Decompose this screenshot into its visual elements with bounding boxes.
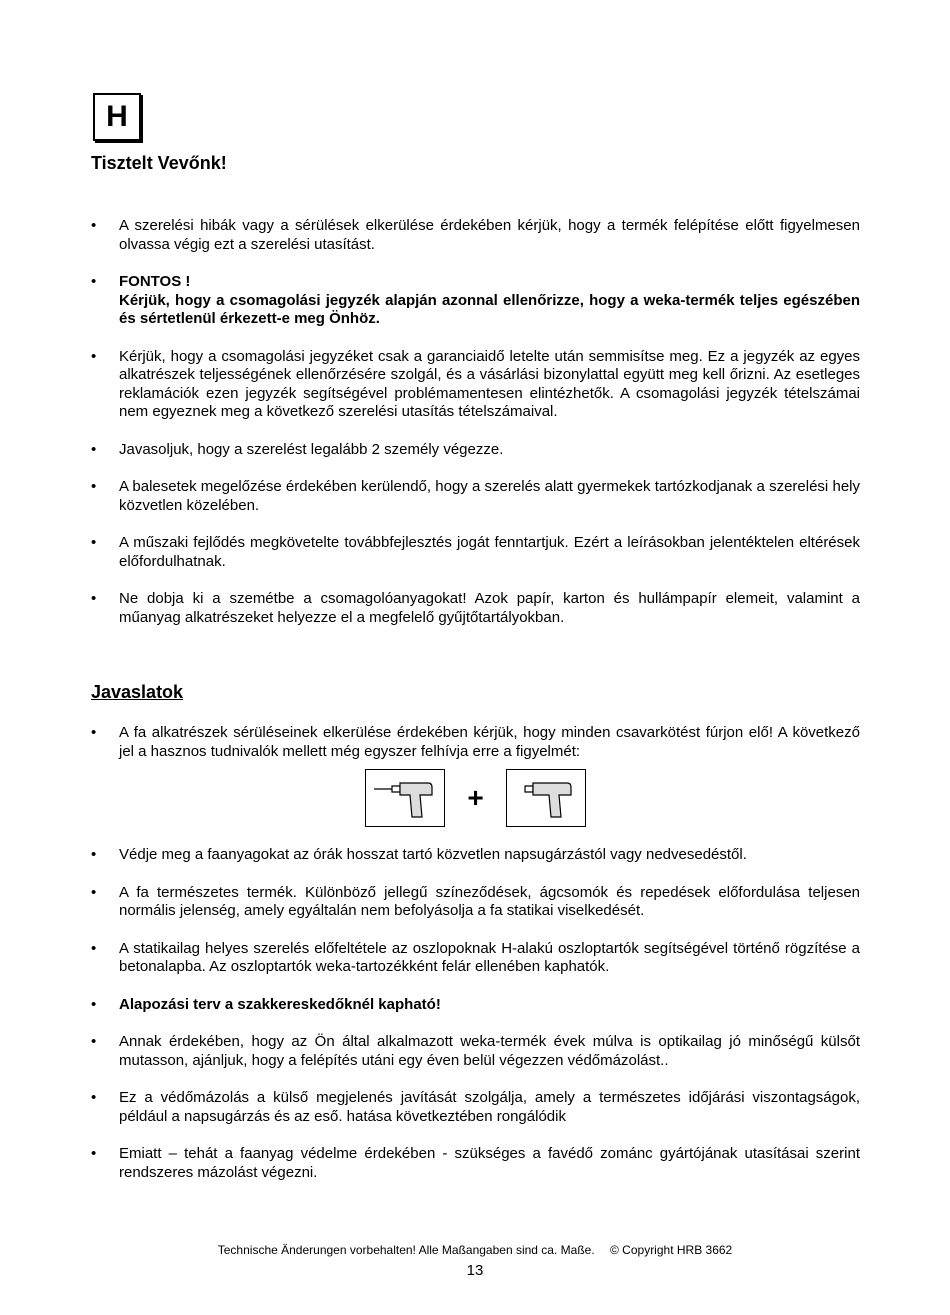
list-item-text: A műszaki fejlődés megkövetelte továbbfejlesztés jogát fenntartjuk. Ezért a leírásokban jelentéktelen eltérések előfordulhatnak. bbox=[119, 534, 860, 570]
plus-sign: + bbox=[467, 781, 484, 813]
page-number: 13 bbox=[466, 1262, 484, 1279]
footer bbox=[0, 1243, 950, 1257]
advice-list bbox=[91, 724, 860, 1201]
list-item-text: Ez a védőmázolás a külső megjelenés javítását szolgálja, amely a természetes időjárási viszontagságok, például a napsugárzás és az eső. hatása következtében rongálódik bbox=[119, 1089, 860, 1125]
list-item bbox=[91, 1089, 860, 1126]
list-item-text: Annak érdekében, hogy az Ön által alkalmazott weka-termék évek múlva is optikailag jó minőségű külsőt mutasson, ajánljuk, hogy a felépítés utáni egy éven belül végezzen védőmázolást.. bbox=[119, 1033, 860, 1069]
list-item bbox=[91, 534, 860, 571]
list-item-text: Ne dobja ki a szemétbe a csomagolóanyagokat! Azok papír, karton és hullámpapír elemeit, valamint a műanyag alkatrészeket helyezze el a megfelelő gyűjtőtartályokban. bbox=[119, 590, 860, 626]
advice-heading: Javaslatok bbox=[91, 682, 184, 702]
drill-box bbox=[506, 769, 586, 827]
list-item-text: A statikailag helyes szerelés előfeltétele az oszlopoknak H-alakú oszloptartók segítségével történő rögzítése a betonalapba. Az oszloptartók weka-tartozékként felár ellenében kaphatók. bbox=[119, 939, 860, 975]
list-item bbox=[91, 590, 860, 627]
list-item-important bbox=[91, 273, 860, 329]
list-item bbox=[91, 478, 860, 515]
language-badge: H bbox=[93, 93, 141, 141]
list-item bbox=[91, 724, 860, 827]
instructions-list bbox=[91, 217, 860, 646]
list-item-text: A balesetek megelőzése érdekében kerülendő, hogy a szerelés alatt gyermekek tartózkodjanak a szerelési hely közvetlen közelében. bbox=[119, 478, 860, 514]
greeting-heading: Tisztelt Vevőnk! bbox=[91, 153, 227, 173]
important-text: Kérjük, hogy a csomagolási jegyzék alapján azonnal ellenőrizze, hogy a weka-termék teljes egészében és sértetlenül érkezett-e meg Önhöz. bbox=[119, 291, 860, 327]
drill-with-bit-icon bbox=[370, 775, 440, 821]
list-item bbox=[91, 217, 860, 254]
list-item bbox=[91, 846, 860, 865]
list-item-text: Kérjük, hogy a csomagolási jegyzéket csak a garanciaidő letelte után semmisítse meg. Ez a jegyzék az egyes alkatrészek teljességének ellenőrzésére szolgál, és a vásárlási bizonylattal együtt meg kell őrizni. Az esetleges reklamációk ezen jegyzék segítségével problémamentesen elintézhetők. A csomagolási jegyzék tételszámai nem egyeznek meg a következő szerelési utasítás tételszámaival. bbox=[119, 347, 860, 420]
list-item-text: Emiatt – tehát a faanyag védelme érdekében - szükséges a favédő zománc gyártójának utasításai szerint rendszeres mázolást végezni. bbox=[119, 1145, 860, 1181]
list-item bbox=[91, 1145, 860, 1182]
footer-text: Technische Änderungen vorbehalten! Alle Maßangaben sind ca. Maße. bbox=[217, 1243, 595, 1257]
list-item bbox=[91, 940, 860, 977]
list-item bbox=[91, 996, 860, 1015]
list-item-text: Védje meg a faanyagokat az órák hosszat tartó közvetlen napsugárzástól vagy nedvesedéstől. bbox=[119, 846, 747, 863]
list-item bbox=[91, 884, 860, 921]
list-item bbox=[91, 441, 860, 460]
footer-copyright: © Copyright HRB 3662 bbox=[610, 1243, 733, 1257]
list-item bbox=[91, 348, 860, 422]
list-item-text: Javasoljuk, hogy a szerelést legalább 2 személy végezze. bbox=[119, 440, 504, 458]
drill-bit-box bbox=[365, 769, 445, 827]
list-item-text-bold: Alapozási terv a szakkereskedőknél kapható! bbox=[119, 995, 441, 1013]
drill-icon bbox=[511, 775, 581, 821]
important-title: • FONTOS ! bbox=[119, 273, 191, 290]
list-item-text: A fa természetes termék. Különböző jellegű színeződések, ágcsomók és repedések előfordulása teljesen normális jelenség, amely egyáltalán nem befolyásolja a fa statikai viselkedését. bbox=[119, 883, 860, 919]
list-item-text: A szerelési hibák vagy a sérülések elkerülése érdekében kérjük, hogy a termék felépítése előtt figyelmesen olvassa végig ezt a szerelési utasítást. bbox=[119, 217, 860, 253]
list-item-text: A fa alkatrészek sérüléseinek elkerülése érdekében kérjük, hogy minden csavarkötést fúrjon elő! A következő jel a hasznos tudnivalók mellett még egyszer felhívja erre a figyelmét: bbox=[119, 724, 860, 760]
list-item bbox=[91, 1033, 860, 1070]
predrill-symbol bbox=[91, 769, 860, 827]
